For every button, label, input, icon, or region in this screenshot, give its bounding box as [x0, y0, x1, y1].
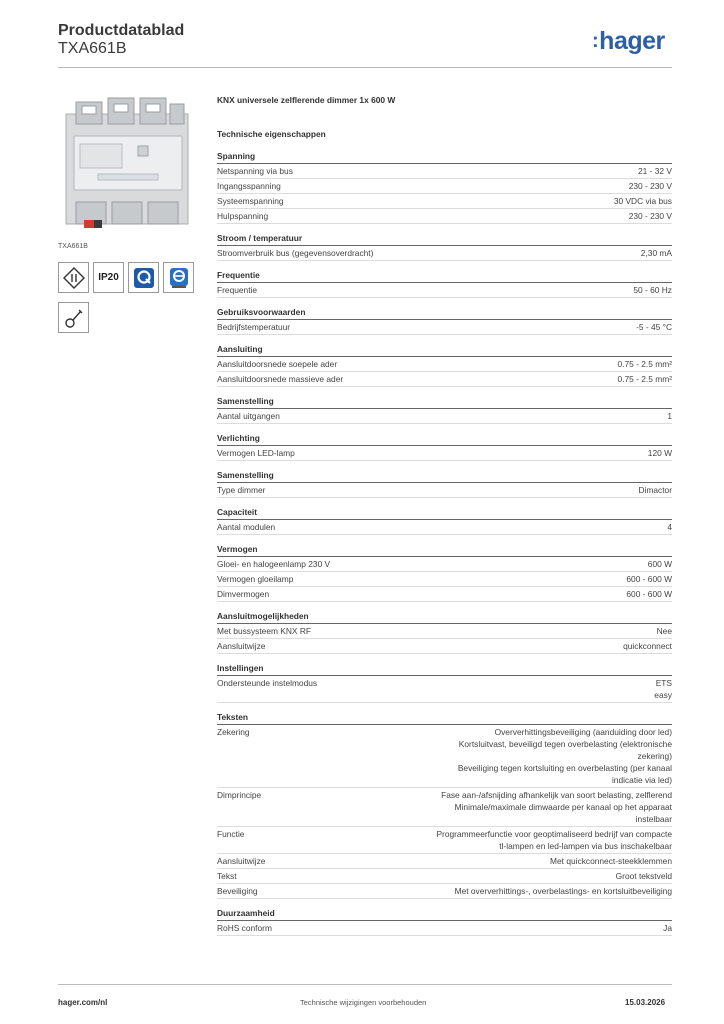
- spec-row: [217, 409, 672, 424]
- spec-value-line: Oververhittingsbeveiliging (aanduiding door led): [494, 727, 672, 737]
- spec-value: [301, 165, 672, 177]
- spec-label: RoHS conform: [217, 923, 272, 933]
- footer-notice: Technische wijzigingen voorbehouden: [300, 998, 427, 1007]
- spec-row: [217, 483, 672, 498]
- energy-badge: [163, 262, 194, 293]
- spec-label: Aansluitdoorsnede soepele ader: [217, 359, 338, 369]
- product-image: [58, 92, 198, 238]
- spec-label: Stroomverbruik bus (gegevensoverdracht): [217, 248, 374, 258]
- spec-value: [252, 828, 672, 852]
- section-title: Vermogen: [217, 544, 672, 557]
- footer-divider: [58, 984, 672, 985]
- spec-value: [303, 447, 672, 459]
- spec-value-line: 1: [667, 411, 672, 421]
- spec-value: [258, 726, 672, 786]
- spec-value: [288, 410, 672, 422]
- spec-value-line: 21 - 32 V: [638, 166, 672, 176]
- spec-section: [217, 611, 672, 654]
- image-caption: TXA661B: [58, 243, 88, 250]
- spec-value-line: Met oververhittings-, overbelastings- en kortsluitbeveiliging: [454, 886, 672, 896]
- spec-value: [338, 558, 672, 570]
- spec-value-line: 4: [667, 522, 672, 532]
- spec-value-line: Minimale/maximale dimwaarde per kanaal op het apparaat: [454, 802, 672, 812]
- section-title: Duurzaamheid: [217, 908, 672, 921]
- spec-row: [217, 676, 672, 703]
- spec-label: Aansluitdoorsnede massieve ader: [217, 374, 344, 384]
- spec-value-line: easy: [654, 690, 672, 700]
- spec-value-line: instelbaar: [635, 814, 672, 824]
- spec-label: Zekering: [217, 727, 250, 737]
- spec-value-line: 30 VDC via bus: [613, 196, 672, 206]
- spec-value-line: 120 W: [647, 448, 672, 458]
- spec-value: [273, 640, 672, 652]
- spec-value: [292, 195, 672, 207]
- spec-label: Ondersteunde instelmodus: [217, 678, 318, 688]
- spec-value-line: 2,30 mA: [640, 248, 672, 258]
- technical-properties-heading: Technische eigenschappen: [217, 129, 326, 139]
- spec-label: Functie: [217, 829, 245, 839]
- spec-value: [280, 922, 672, 934]
- spec-label: Vermogen LED-lamp: [217, 448, 295, 458]
- section-title: Aansluitmogelijkheden: [217, 611, 672, 624]
- technical-specifications: [217, 95, 672, 945]
- spec-row: [217, 624, 672, 639]
- spec-row: [217, 179, 672, 194]
- spec-label: Type dimmer: [217, 485, 266, 495]
- spec-value-line: 600 - 600 W: [626, 574, 672, 584]
- spec-value-line: 0.75 - 2.5 mm²: [617, 359, 672, 369]
- spec-section: [217, 908, 672, 936]
- spec-value-line: Nee: [656, 626, 672, 636]
- spec-value-line: 50 - 60 Hz: [633, 285, 672, 295]
- section-title: Aansluiting: [217, 344, 672, 357]
- spec-value: [269, 789, 672, 825]
- spec-value-line: Kortsluitvast, beveiligd tegen overbelasting (elektronische: [458, 739, 672, 749]
- certification-badges: [58, 262, 194, 293]
- spec-value: [301, 573, 672, 585]
- spec-value: [325, 677, 672, 701]
- screwdriver-icon: [62, 306, 86, 330]
- footer-website: hager.com/nl: [58, 998, 108, 1007]
- spec-label: Netspanning via bus: [217, 166, 293, 176]
- spec-value: [283, 521, 672, 533]
- spec-section: [217, 544, 672, 602]
- dimmer-module-icon: [58, 92, 198, 238]
- insulation-icon: [62, 266, 86, 290]
- spec-row: [217, 520, 672, 535]
- energy-e-icon: [167, 266, 191, 290]
- spec-value-line: quickconnect: [623, 641, 672, 651]
- spec-value: [277, 588, 672, 600]
- spec-value-line: tl-lampen en led-lampen via bus inschakelbaar: [499, 841, 672, 851]
- spec-section: [217, 663, 672, 703]
- spec-value-line: 600 - 600 W: [626, 589, 672, 599]
- spec-value: [298, 321, 672, 333]
- spec-section: [217, 712, 672, 899]
- spec-label: Beveiliging: [217, 886, 258, 896]
- quality-q-icon: [132, 266, 156, 290]
- ip20-badge: [93, 262, 124, 293]
- ip-rating-text: IP20: [98, 272, 119, 283]
- spec-value-line: zekering): [637, 751, 672, 761]
- double-insulation-badge: [58, 262, 89, 293]
- spec-section: [217, 151, 672, 224]
- section-title: Instellingen: [217, 663, 672, 676]
- spec-label: Dimvermogen: [217, 589, 270, 599]
- spec-value-line: ETS: [655, 678, 672, 688]
- logo-dots-icon: :: [592, 30, 599, 52]
- spec-section: [217, 507, 672, 535]
- page-title: Productdatablad: [58, 22, 185, 39]
- spec-label: Dimprincipe: [217, 790, 262, 800]
- spec-row: [217, 725, 672, 788]
- spec-value: [273, 484, 672, 496]
- spec-label: Tekst: [217, 871, 237, 881]
- spec-section: [217, 344, 672, 387]
- spec-label: Gloei- en halogeenlamp 230 V: [217, 559, 331, 569]
- spec-value: [351, 373, 672, 385]
- spec-section: [217, 233, 672, 261]
- section-title: Samenstelling: [217, 470, 672, 483]
- spec-label: Aantal modulen: [217, 522, 276, 532]
- quality-badge: [128, 262, 159, 293]
- spec-label: Aansluitwijze: [217, 856, 266, 866]
- spec-row: [217, 884, 672, 899]
- section-title: Spanning: [217, 151, 672, 164]
- header-divider: [58, 67, 672, 68]
- spec-value: [265, 284, 672, 296]
- spec-row: [217, 283, 672, 298]
- spec-value-line: Fase aan-/afsnijding afhankelijk van soort belasting, zelflerend: [441, 790, 672, 800]
- spec-value-line: Programmeerfunctie voor geoptimaliseerd bedrijf van compacte: [436, 829, 672, 839]
- spec-value: [381, 247, 672, 259]
- spec-label: Frequentie: [217, 285, 258, 295]
- product-code: TXA661B: [58, 40, 127, 57]
- spec-value-line: Groot tekstveld: [615, 871, 672, 881]
- section-title: Frequentie: [217, 270, 672, 283]
- spec-row: [217, 854, 672, 869]
- spec-row: [217, 246, 672, 261]
- spec-value: [345, 358, 672, 370]
- spec-row: [217, 827, 672, 854]
- spec-value-line: 230 - 230 V: [628, 181, 672, 191]
- section-title: Gebruiksvoorwaarden: [217, 307, 672, 320]
- section-title: Samenstelling: [217, 396, 672, 409]
- spec-value-line: 600 W: [647, 559, 672, 569]
- spec-row: [217, 921, 672, 936]
- spec-value-line: Beveiliging tegen kortsluiting en overbelasting (per kanaal: [457, 763, 672, 773]
- spec-sections: [217, 151, 672, 936]
- section-title: Capaciteit: [217, 507, 672, 520]
- spec-row: [217, 194, 672, 209]
- spec-row: [217, 869, 672, 884]
- product-name: KNX universele zelflerende dimmer 1x 600 W: [217, 95, 396, 105]
- spec-section: [217, 270, 672, 298]
- spec-value-line: Dimactor: [638, 485, 672, 495]
- spec-row: [217, 788, 672, 827]
- spec-value-line: Ja: [663, 923, 672, 933]
- hager-logo: [592, 27, 665, 56]
- spec-value-line: 230 - 230 V: [628, 211, 672, 221]
- spec-label: Aansluitwijze: [217, 641, 266, 651]
- spec-label: Systeemspanning: [217, 196, 284, 206]
- section-title: Stroom / temperatuur: [217, 233, 672, 246]
- spec-row: [217, 639, 672, 654]
- spec-section: [217, 433, 672, 461]
- spec-section: [217, 307, 672, 335]
- spec-label: Ingangsspanning: [217, 181, 281, 191]
- spec-value: [319, 625, 672, 637]
- spec-section: [217, 470, 672, 498]
- tool-badge: [58, 302, 89, 333]
- spec-label: Bedrijfstemperatuur: [217, 322, 291, 332]
- spec-row: [217, 587, 672, 602]
- spec-row: [217, 557, 672, 572]
- spec-label: Vermogen gloeilamp: [217, 574, 294, 584]
- spec-label: Hulpspanning: [217, 211, 269, 221]
- spec-row: [217, 357, 672, 372]
- spec-row: [217, 372, 672, 387]
- spec-value: [245, 870, 672, 882]
- logo-text: hager: [599, 27, 665, 55]
- spec-value-line: -5 - 45 °C: [636, 322, 672, 332]
- spec-value-line: 0.75 - 2.5 mm²: [617, 374, 672, 384]
- spec-value: [289, 180, 672, 192]
- spec-value: [276, 210, 672, 222]
- footer-date: 15.03.2026: [625, 998, 666, 1007]
- spec-value-line: indicatie via led): [611, 775, 672, 785]
- spec-row: [217, 164, 672, 179]
- spec-row: [217, 446, 672, 461]
- spec-row: [217, 320, 672, 335]
- spec-value: [273, 855, 672, 867]
- spec-label: Aantal uitgangen: [217, 411, 280, 421]
- spec-value-line: Met quickconnect-steekklemmen: [550, 856, 672, 866]
- section-title: Teksten: [217, 712, 672, 725]
- spec-row: [217, 572, 672, 587]
- spec-label: Met bussysteem KNX RF: [217, 626, 312, 636]
- spec-value: [266, 885, 672, 897]
- section-title: Verlichting: [217, 433, 672, 446]
- spec-row: [217, 209, 672, 224]
- spec-section: [217, 396, 672, 424]
